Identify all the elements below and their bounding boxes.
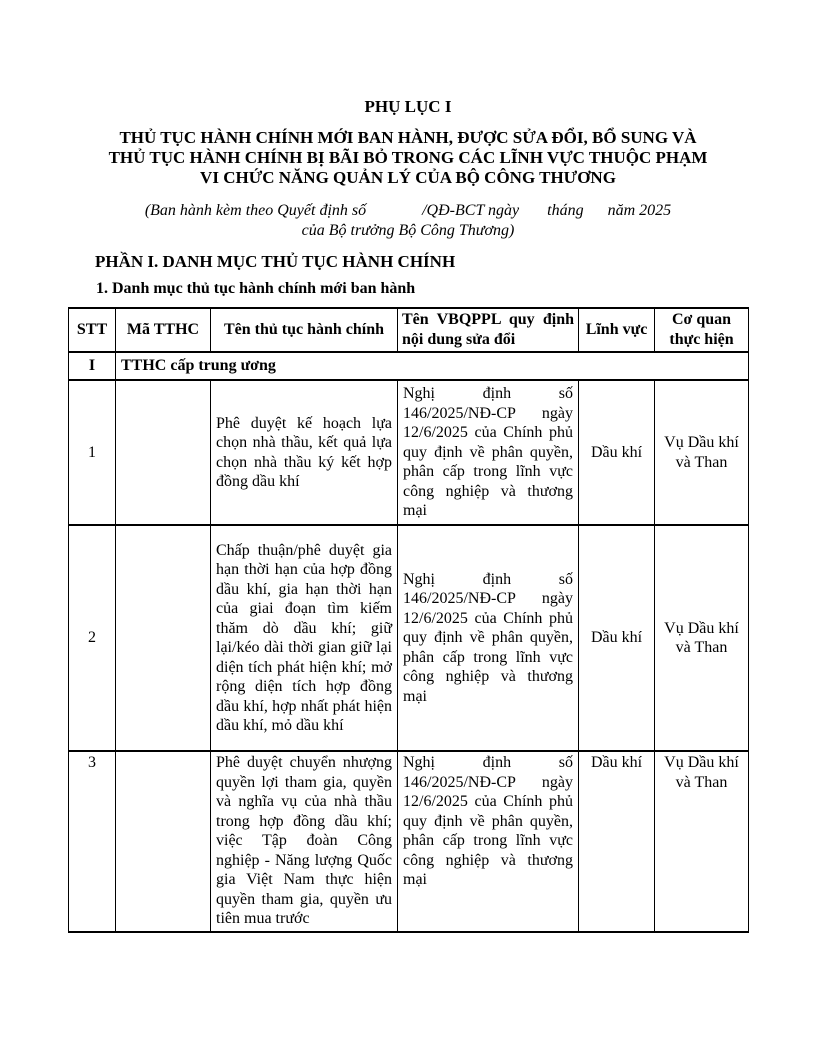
cell-ten-thu-tuc: Phê duyệt chuyển nhượng quyền lợi tham gia, quyền và nghĩa vụ của nhà thầu trong hợp đồng dầu khí; việc Tập đoàn Công nghiệp - Năng lượng Quốc gia Việt Nam thực hiện quyền tham gia, quyền ưu tiên mua trước (211, 751, 398, 932)
issuance-note (68, 201, 748, 241)
cell-ma-tthc (116, 751, 211, 932)
group-row-central-level (69, 352, 749, 380)
cell-linh-vuc: Dầu khí (579, 525, 655, 751)
cell-vbqppl: Nghị định số 146/2025/NĐ-CP ngày 12/6/2025 của Chính phủ quy định về phân quyền, phân cấp trong lĩnh vực công nghiệp và thương mại (398, 751, 579, 932)
appendix-title: PHỤ LỤC I (364, 97, 452, 116)
document-title-line-2: THỦ TỤC HÀNH CHÍNH BỊ BÃI BỎ TRONG CÁC LĨNH VỰC THUỘC PHẠM (108, 148, 708, 167)
cell-ma-tthc (116, 380, 211, 525)
cell-stt: 1 (69, 380, 116, 525)
issuance-note-line-2: của Bộ trưởng Bộ Công Thương) (301, 222, 515, 239)
cell-linh-vuc: Dầu khí (579, 380, 655, 525)
header-ten-thu-tuc: Tên thủ tục hành chính (211, 308, 398, 352)
cell-linh-vuc: Dầu khí (579, 751, 655, 932)
table-header (69, 308, 749, 352)
cell-ten-thu-tuc: Phê duyệt kế hoạch lựa chọn nhà thầu, kết quả lựa chọn nhà thầu ký kết hợp đồng dầu khí (211, 380, 398, 525)
table-header-row (69, 308, 749, 352)
document-title-line-1: THỦ TỤC HÀNH CHÍNH MỚI BAN HÀNH, ĐƯỢC SỬA ĐỔI, BỔ SUNG VÀ (119, 128, 697, 147)
cell-stt: 2 (69, 525, 116, 751)
header-ma-tthc: Mã TTHC (116, 308, 211, 352)
document-title-line-3: VI CHỨC NĂNG QUẢN LÝ CỦA BỘ CÔNG THƯƠNG (200, 168, 616, 187)
table-row (69, 525, 749, 751)
header-co-quan: Cơ quan thực hiện (655, 308, 749, 352)
group-row-label: TTHC cấp trung ương (116, 352, 749, 380)
cell-stt: 3 (69, 751, 116, 932)
cell-vbqppl: Nghị định số 146/2025/NĐ-CP ngày 12/6/2025 của Chính phủ quy định về phân quyền, phân cấp trong lĩnh vực công nghiệp và thương mại (398, 525, 579, 751)
part-heading: PHẦN I. DANH MỤC THỦ TỤC HÀNH CHÍNH (95, 252, 456, 271)
table-body (69, 352, 749, 932)
cell-ma-tthc (116, 525, 211, 751)
cell-ten-thu-tuc: Chấp thuận/phê duyệt gia hạn thời hạn của hợp đồng dầu khí, gia hạn thời hạn của giai đoạn tìm kiếm thăm dò dầu khí; giữ lại/kéo dài thời gian giữ lại diện tích phát hiện khí; mở rộng diện tích hợp đồng dầu khí, hợp nhất phát hiện dầu khí, mỏ dầu khí (211, 525, 398, 751)
document-title (68, 128, 748, 188)
cell-co-quan: Vụ Dầu khí và Than (655, 525, 749, 751)
cell-co-quan: Vụ Dầu khí và Than (655, 380, 749, 525)
procedures-table (68, 307, 749, 933)
section-heading: 1. Danh mục thủ tục hành chính mới ban hành (96, 280, 416, 297)
issuance-note-line-1: (Ban hành kèm theo Quyết định số /QĐ-BCT ngày tháng năm 2025 (144, 202, 672, 219)
group-row-number: I (69, 352, 116, 380)
table-row (69, 751, 749, 932)
cell-vbqppl: Nghị định số 146/2025/NĐ-CP ngày 12/6/2025 của Chính phủ quy định về phân quyền, phân cấp trong lĩnh vực công nghiệp và thương mại (398, 380, 579, 525)
table-row (69, 380, 749, 525)
header-stt: STT (69, 308, 116, 352)
header-vbqppl: Tên VBQPPL quy định nội dung sửa đổi (398, 308, 579, 352)
cell-co-quan: Vụ Dầu khí và Than (655, 751, 749, 932)
header-linh-vuc: Lĩnh vực (579, 308, 655, 352)
